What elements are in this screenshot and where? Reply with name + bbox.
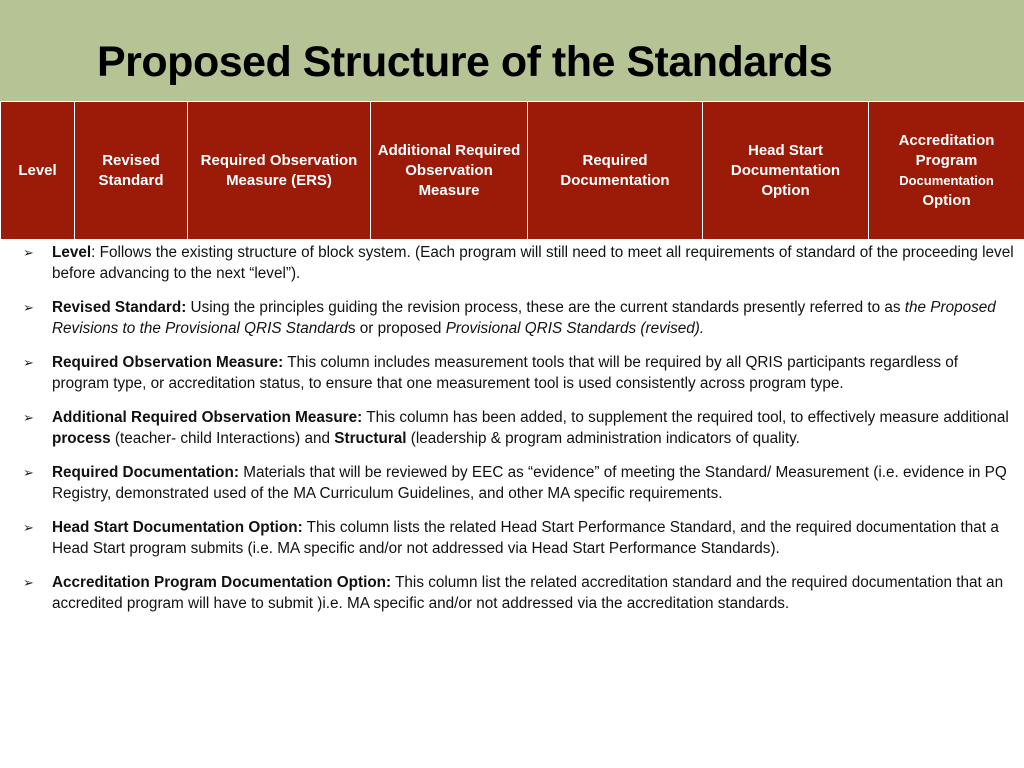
list-item — [22, 297, 1018, 339]
column-header-revised-standard: Revised Standard — [75, 102, 188, 240]
item-text: Using the principles guiding the revision process, these are the current standards presently referred to as — [186, 299, 905, 316]
definitions-list — [22, 242, 1018, 627]
arrow-bullet-icon: ➢ — [23, 520, 34, 535]
item-term: Level — [52, 244, 92, 261]
item-italic-text: the Proposed Revisions to the Provisional QRIS Standard — [52, 299, 996, 337]
list-item — [22, 462, 1018, 504]
item-text: This column list the related accreditation standard and the required documentation that an accredited program will have to submit )i.e. MA specific and/or not addressed via the accreditation standards. — [52, 574, 1004, 612]
item-text: Materials that will be reviewed by EEC as “evidence” of meeting the Standard/ Measurement (i.e. evidence in PQ Registry, demonstrated used of the MA Curriculum Guidelines, and other MA specific requirements. — [52, 464, 1007, 502]
list-item — [22, 517, 1018, 559]
arrow-bullet-icon: ➢ — [23, 300, 34, 315]
item-text: (teacher- child Interactions) and — [110, 430, 335, 447]
item-bold-text: process — [52, 430, 111, 447]
item-term: Head Start Documentation Option: — [52, 519, 303, 536]
column-header-head-start-documentation-option: Head Start Documentation Option — [703, 102, 869, 240]
item-italic-text: Provisional QRIS Standards (revised). — [445, 320, 705, 337]
list-item — [22, 407, 1018, 449]
column-header-additional-required-observation-measure: Additional Required Observation Measure — [371, 102, 528, 240]
item-term: Revised Standard: — [52, 299, 187, 316]
list-item — [22, 242, 1018, 284]
arrow-bullet-icon: ➢ — [23, 465, 34, 480]
slide-title: Proposed Structure of the Standards — [97, 38, 833, 86]
header-line: Accreditation Program — [898, 131, 995, 169]
item-term: Additional Required Observation Measure: — [52, 409, 363, 426]
column-header-required-documentation: Required Documentation — [528, 102, 703, 240]
list-item — [22, 572, 1018, 614]
item-text: s or proposed — [347, 320, 446, 337]
arrow-bullet-icon: ➢ — [23, 355, 34, 370]
header-line: Documentation — [899, 172, 994, 188]
item-text: This column includes measurement tools that will be required by all QRIS participants regardless of program type, or accreditation status, to ensure that one measurement tool is used consistently across program type. — [52, 354, 959, 392]
item-term: Accreditation Program Documentation Option: — [52, 574, 392, 591]
item-text: This column lists the related Head Start Performance Standard, and the required documentation that a Head Start program submits (i.e. MA specific and/or not addressed via Head Start Performance Standards). — [52, 519, 999, 557]
item-text: (leadership & program administration indicators of quality. — [406, 430, 800, 447]
standards-structure-header-table — [0, 101, 1024, 240]
column-header-required-observation-measure: Required Observation Measure (ERS) — [188, 102, 371, 240]
list-item — [22, 352, 1018, 394]
arrow-bullet-icon: ➢ — [23, 410, 34, 425]
column-header-accreditation-program-documentation-option — [869, 102, 1024, 240]
item-bold-text: Structural — [334, 430, 407, 447]
column-header-level: Level — [1, 102, 75, 240]
item-term: Required Documentation: — [52, 464, 239, 481]
item-text: : Follows the existing structure of block system. (Each program will still need to meet all requirements of standard of the proceeding level before advancing to the next “level”). — [52, 244, 1014, 282]
item-text: This column has been added, to supplement the required tool, to effectively measure additional — [362, 409, 1009, 426]
arrow-bullet-icon: ➢ — [23, 575, 34, 590]
arrow-bullet-icon: ➢ — [23, 245, 34, 260]
header-line: Option — [922, 191, 971, 209]
item-term: Required Observation Measure: — [52, 354, 284, 371]
